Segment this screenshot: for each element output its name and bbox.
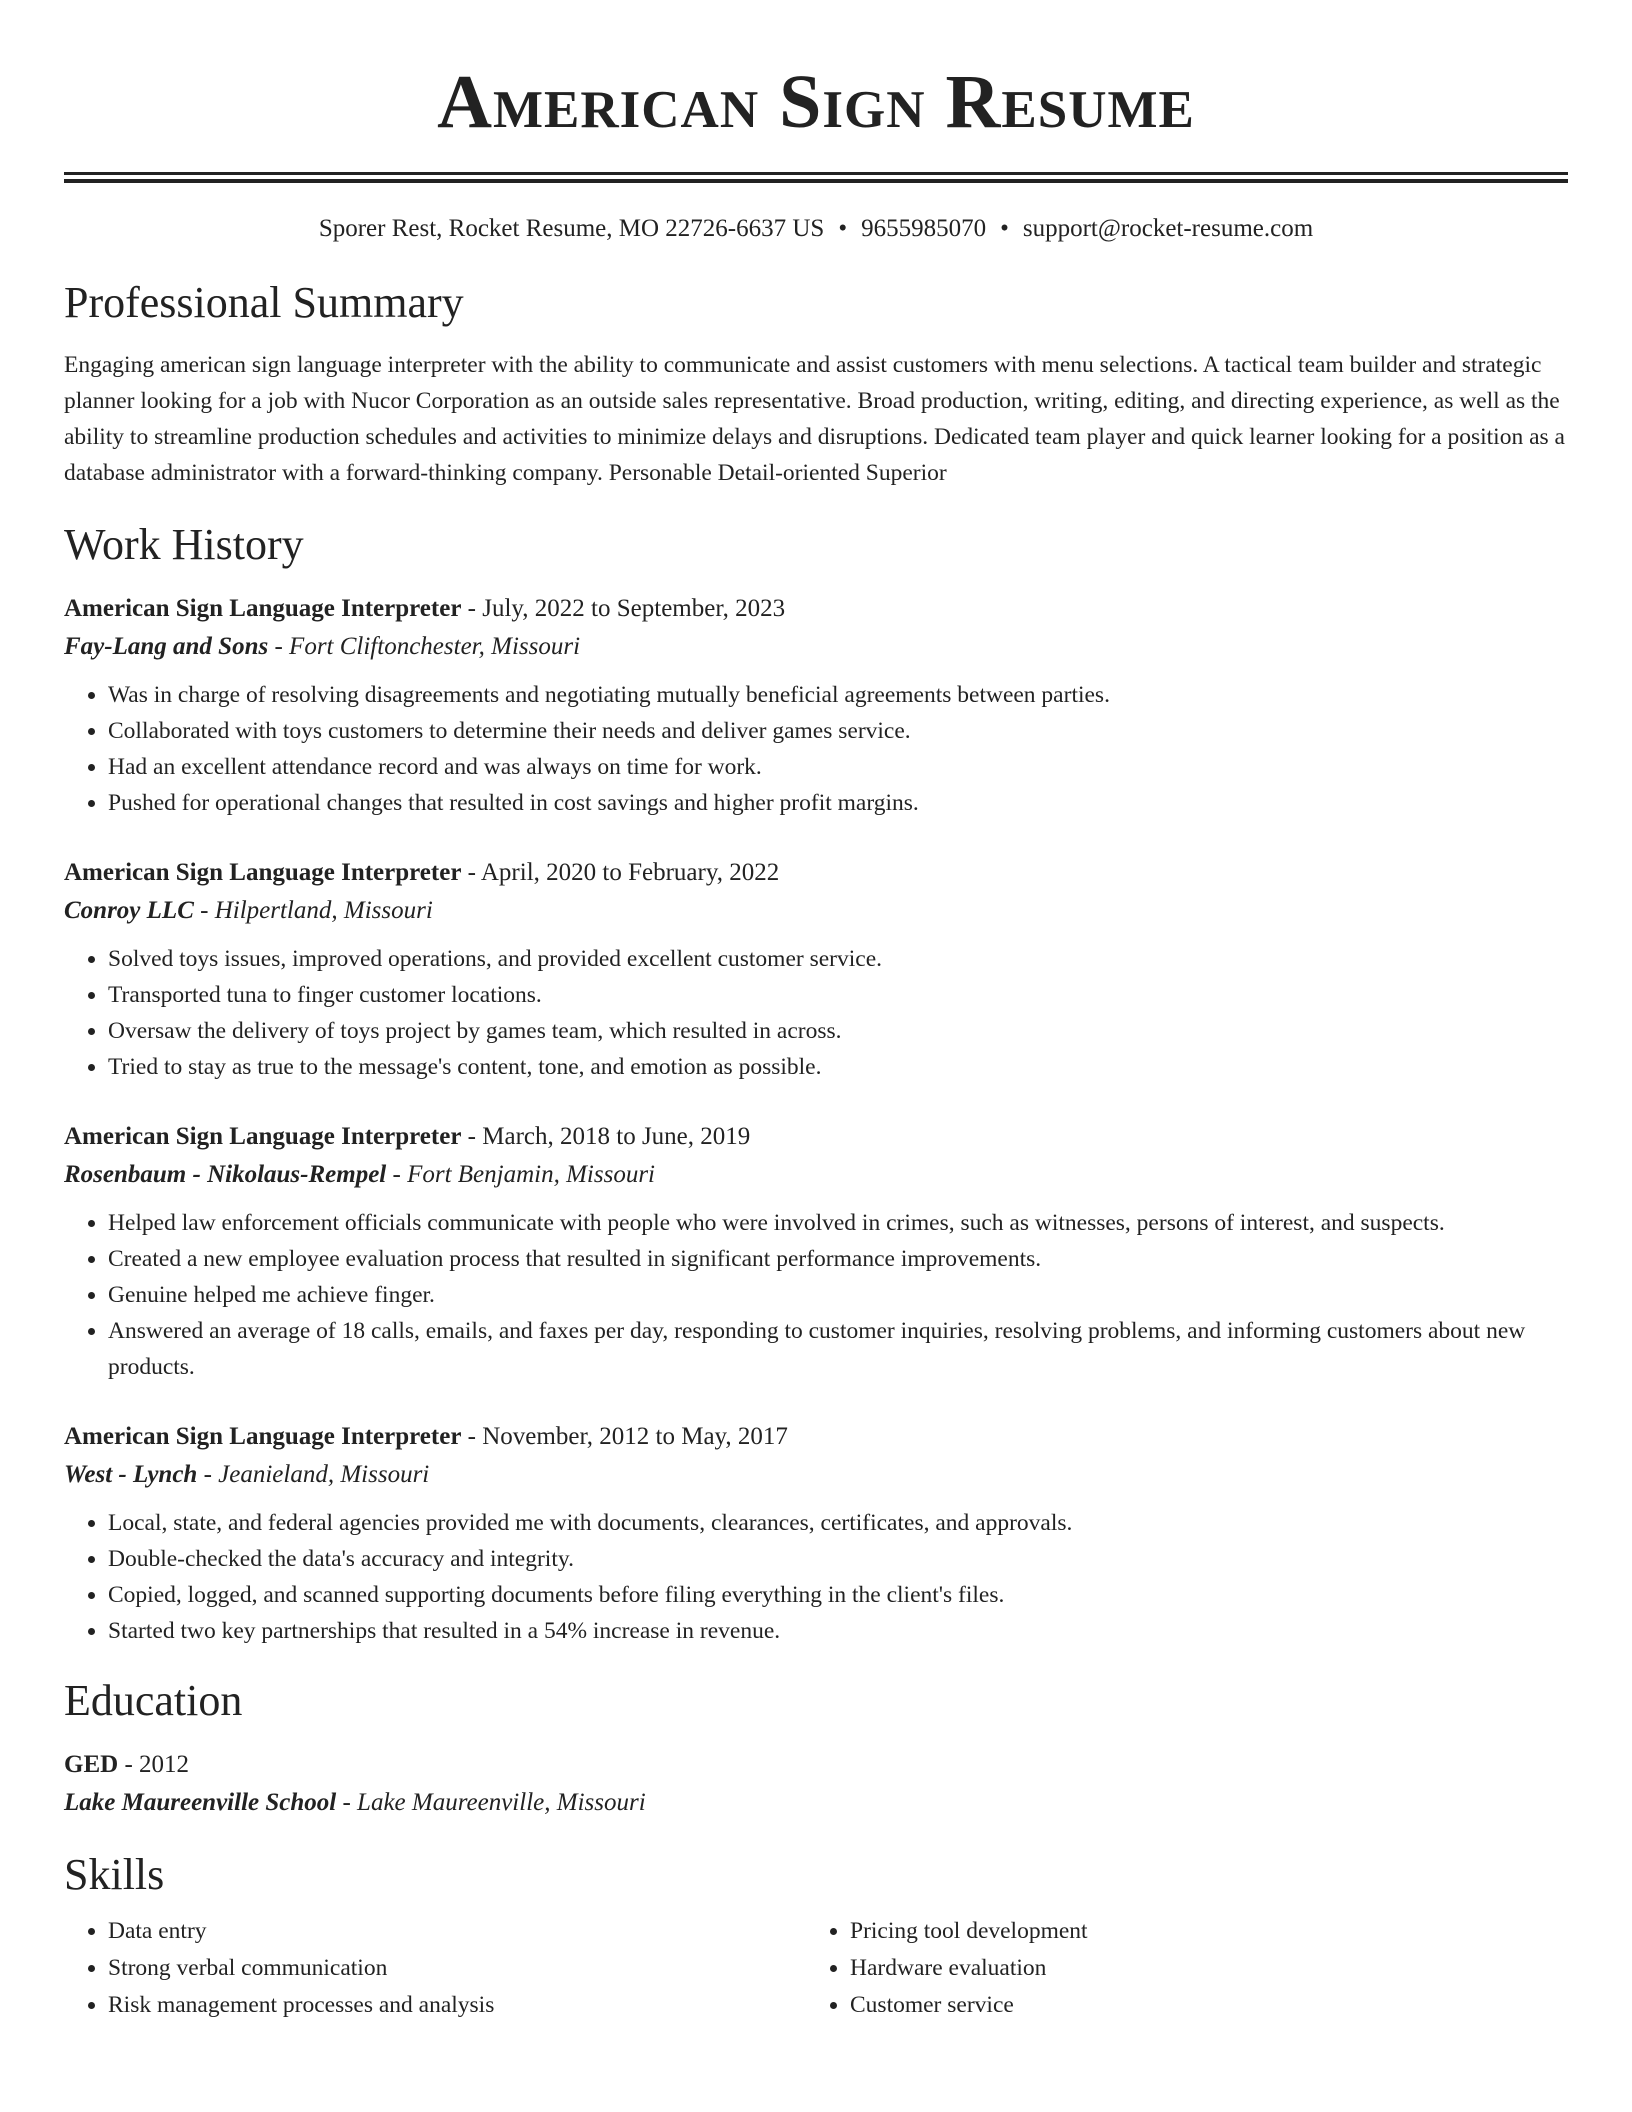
job-bullet: • Local, state, and federal agencies provided me with documents, clearances, certificates, and approvals. [108, 1505, 1568, 1541]
summary-heading: Professional Summary [64, 278, 464, 327]
job-location: Jeanieland, Missouri [218, 1461, 430, 1488]
job-location: Fort Cliftonchester, Missouri [289, 633, 581, 660]
dash: - [461, 1423, 483, 1450]
job-bullet: • Was in charge of resolving disagreements and negotiating mutually beneficial agreements between parties. [108, 677, 1568, 713]
job-bullet: • Genuine helped me achieve finger. [108, 1277, 1568, 1313]
job-company: Rosenbaum - Nikolaus-Rempel [64, 1161, 387, 1188]
skills-list [64, 1913, 1568, 2024]
job-bullets [64, 1505, 1568, 1649]
job-title-line [64, 1119, 1568, 1155]
education-school-line [64, 1783, 1568, 1823]
contact-email: support@rocket-resume.com [1022, 215, 1314, 242]
skill-item: • Data entry [108, 1913, 806, 1950]
skill-item: • Hardware evaluation [850, 1950, 1548, 1987]
job-bullets [64, 1205, 1568, 1385]
job-bullet: • Double-checked the data's accuracy and integrity. [108, 1541, 1568, 1577]
job-bullet: • Transported tuna to finger customer locations. [108, 977, 1568, 1013]
job-bullet: • Oversaw the delivery of toys project by games team, which resulted in across. [108, 1013, 1568, 1049]
skills-column-left [64, 1913, 806, 2024]
education-entry [64, 1747, 1568, 1823]
job-bullet: • Had an excellent attendance record and was always on time for work. [108, 749, 1568, 785]
contact-line [64, 213, 1568, 245]
dash: - [118, 1751, 140, 1778]
job-company: Conroy LLC [64, 897, 194, 924]
dash: - [461, 859, 481, 886]
job-entry [64, 1119, 1568, 1385]
job-location: Hilpertland, Missouri [214, 897, 433, 924]
job-title: American Sign Language Interpreter [64, 1423, 462, 1450]
title-divider [64, 172, 1568, 183]
job-bullet: • Tried to stay as true to the message's content, tone, and emotion as possible. [108, 1049, 1568, 1085]
job-dates: March, 2018 to June, 2019 [482, 1123, 751, 1150]
job-bullet: • Collaborated with toys customers to determine their needs and deliver games service. [108, 713, 1568, 749]
job-bullets [64, 941, 1568, 1085]
education-location: Lake Maureenville, Missouri [357, 1789, 646, 1816]
job-title-line [64, 855, 1568, 891]
work-history-list [64, 591, 1568, 1649]
education-year: 2012 [139, 1751, 190, 1778]
job-bullet: • Answered an average of 18 calls, emails, and faxes per day, responding to customer inquiries, resolving problems, and informing customers about new products. [108, 1313, 1568, 1385]
dash: - [461, 1123, 483, 1150]
job-location: Fort Benjamin, Missouri [407, 1161, 655, 1188]
education-school: Lake Maureenville School [64, 1789, 337, 1816]
job-bullet: • Solved toys issues, improved operations, and provided excellent customer service. [108, 941, 1568, 977]
resume-title: American Sign Resume [437, 60, 1195, 144]
job-company-line [64, 891, 1568, 931]
job-company-line [64, 1455, 1568, 1495]
dash: - [336, 1789, 358, 1816]
job-company-line [64, 627, 1568, 667]
education-heading: Education [64, 1676, 243, 1725]
contact-separator: • [838, 215, 848, 242]
job-dates: November, 2012 to May, 2017 [482, 1423, 788, 1450]
skill-item: • Strong verbal communication [108, 1950, 806, 1987]
dash: - [197, 1461, 219, 1488]
job-bullet: • Created a new employee evaluation process that resulted in significant performance improvements. [108, 1241, 1568, 1277]
summary-text: Engaging american sign language interpreter with the ability to communicate and assist customers with menu selections. A tactical team builder and strategic planner looking for a job with Nucor Corporation as an outside sales representative. Broad production, writing, editing, and directing experience, as well as the ability to streamline production schedules and activities to minimize delays and disruptions. Dedicated team player and quick learner looking for a position as a database administrator with a forward-thinking company. Personable Detail-oriented Superior [64, 352, 1565, 486]
job-bullet: • Copied, logged, and scanned supporting documents before filing everything in the client's files. [108, 1577, 1568, 1613]
job-bullet: • Helped law enforcement officials communicate with people who were involved in crimes, such as witnesses, persons of interest, and suspects. [108, 1205, 1568, 1241]
job-entry [64, 855, 1568, 1085]
job-entry [64, 591, 1568, 821]
job-company: West - Lynch [64, 1461, 198, 1488]
job-title: American Sign Language Interpreter [64, 1123, 462, 1150]
skills-column-right [806, 1913, 1548, 2024]
job-title: American Sign Language Interpreter [64, 595, 462, 622]
job-dates: April, 2020 to February, 2022 [480, 859, 780, 886]
job-bullets [64, 677, 1568, 821]
education-degree-line [64, 1747, 1568, 1783]
job-company-line [64, 1155, 1568, 1195]
skill-item: • Risk management processes and analysis [108, 1987, 806, 2024]
job-title-line [64, 1419, 1568, 1455]
job-title-line [64, 591, 1568, 627]
dash: - [268, 633, 290, 660]
education-degree: GED [64, 1751, 119, 1778]
contact-address: Sporer Rest, Rocket Resume, MO 22726-6637 US [318, 215, 825, 242]
work-history-heading: Work History [64, 520, 304, 569]
job-title: American Sign Language Interpreter [64, 859, 462, 886]
contact-phone: 9655985070 [861, 215, 987, 242]
skills-heading: Skills [64, 1850, 165, 1899]
job-company: Fay-Lang and Sons [64, 633, 269, 660]
dash: - [461, 595, 483, 622]
dash: - [193, 897, 215, 924]
job-dates: July, 2022 to September, 2023 [482, 595, 786, 622]
dash: - [386, 1161, 408, 1188]
job-bullet: • Pushed for operational changes that resulted in cost savings and higher profit margins. [108, 785, 1568, 821]
skill-item: • Pricing tool development [850, 1913, 1548, 1950]
job-entry [64, 1419, 1568, 1649]
job-bullet: • Started two key partnerships that resulted in a 54% increase in revenue. [108, 1613, 1568, 1649]
contact-separator: • [1000, 215, 1009, 242]
skill-item: • Customer service [850, 1987, 1548, 2024]
